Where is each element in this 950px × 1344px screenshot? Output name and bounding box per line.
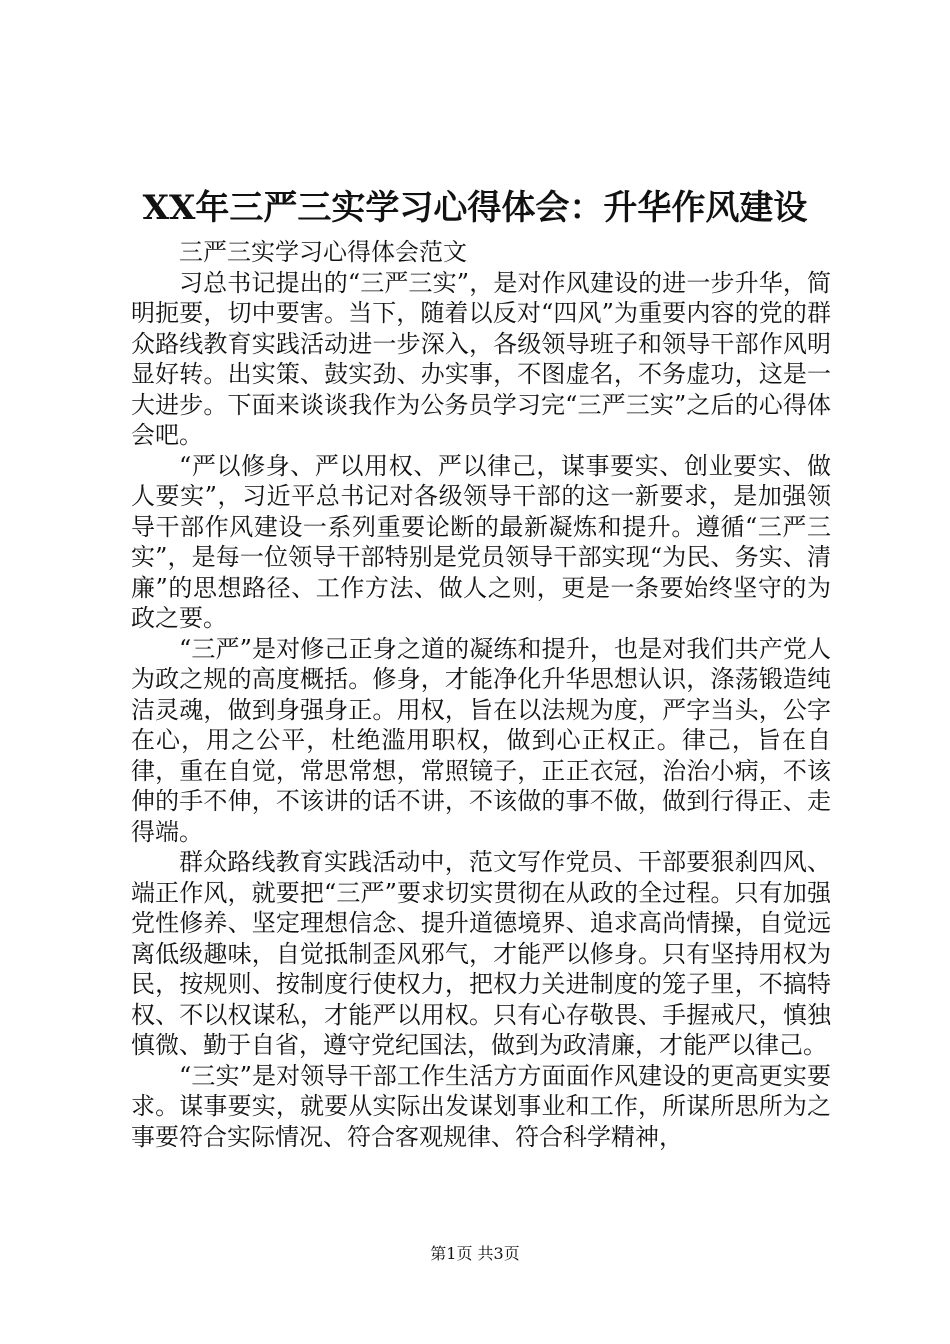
document-subtitle: 三严三实学习心得体会范文 [179, 238, 467, 266]
document-body [131, 237, 831, 1152]
body-paragraph: 群众路线教育实践活动中，范文写作党员、干部要狠刹四风、端正作风，就要把“三严”要求切实贯彻在从政的全过程。只有加强党性修养、坚定理想信念、提升道德境界、追求高尚情操，自觉远离低级趣味，自觉抵制歪风邪气，才能严以修身。只有坚持用权为民，按规则、按制度行使权力，把权力关进制度的笼子里，不搞特权、不以权谋私，才能严以用权。只有心存敬畏、手握戒尺，慎独慎微、勤于自省，遵守党纪国法，做到为政清廉，才能严以律己。 [131, 848, 831, 1059]
page-footer: 第1页 共3页 [430, 1244, 520, 1263]
body-paragraph: “严以修身、严以用权、严以律己，谋事要实、创业要实、做人要实”，习近平总书记对各级领导干部的这一新要求，是加强领导干部作风建设一系列重要论断的最新凝炼和提升。遵循“三严三实”，是每一位领导干部特别是党员领导干部实现“为民、务实、清廉”的思想路径、工作方法、做人之则，更是一条要始终坚守的为政之要。 [131, 451, 831, 632]
body-paragraph: “三实”是对领导干部工作生活方方面面作风建设的更高更实要求。谋事要实，就要从实际出发谋划事业和工作，所谋所思所为之事要符合实际情况、符合客观规律、符合科学精神， [131, 1061, 831, 1151]
document-title: XX年三严三实学习心得体会：升华作风建设 [142, 188, 808, 228]
body-paragraph: “三严”是对修己正身之道的凝练和提升，也是对我们共产党人为政之规的高度概括。修身，才能净化升华思想认识，涤荡锻造纯洁灵魂，做到身强身正。用权，旨在以法规为度，严字当头，公字在心，用之公平，杜绝滥用职权，做到心正权正。律己，旨在自律，重在自觉，常思常想，常照镜子，正正衣冠，治治小病，不该伸的手不伸，不该讲的话不讲，不该做的事不做，做到行得正、走得端。 [131, 634, 831, 846]
body-paragraph: 习总书记提出的“三严三实”，是对作风建设的进一步升华，简明扼要，切中要害。当下，随着以反对“四风”为重要内容的党的群众路线教育实践活动进一步深入，各级领导班子和领导干部作风明显好转。出实策、鼓实劲、办实事，不图虚名，不务虚功，这是一大进步。下面来谈谈我作为公务员学习完“三严三实”之后的心得体会吧。 [131, 268, 831, 449]
